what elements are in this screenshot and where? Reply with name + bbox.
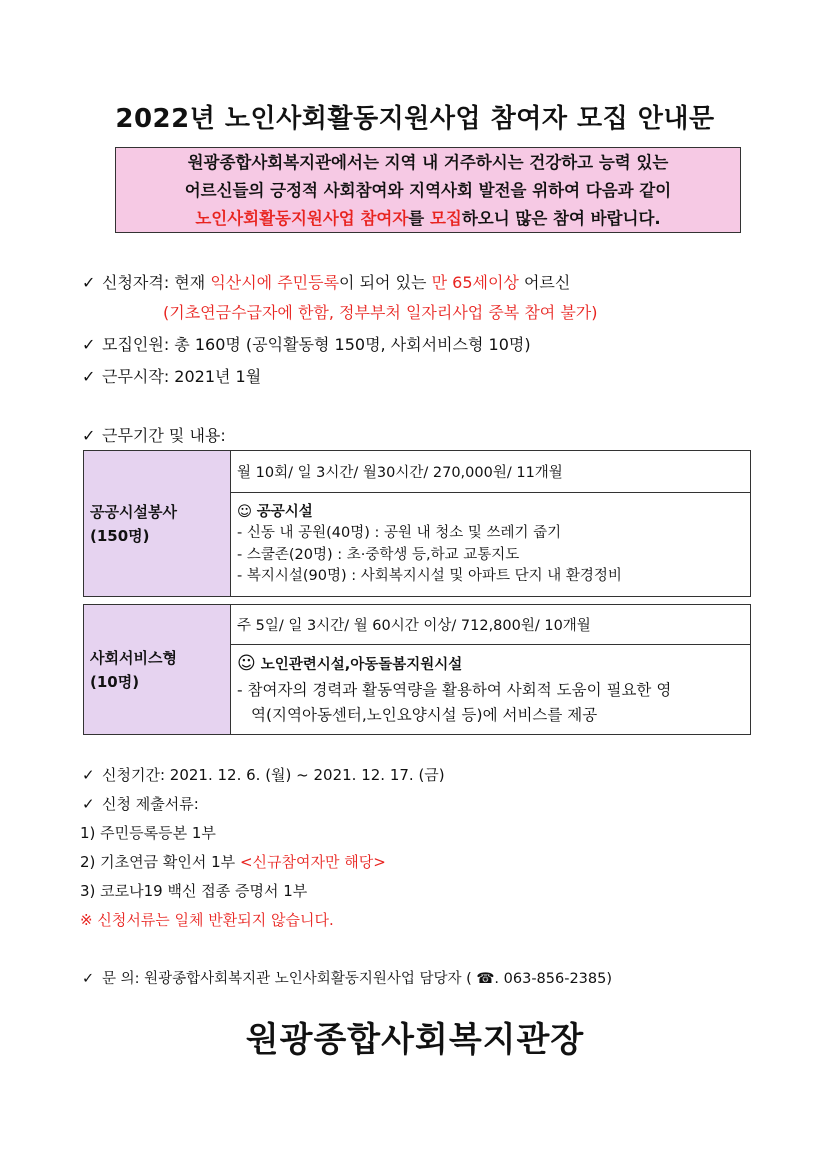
qualification-note: (기초연금수급자에 한함, 정부부처 일자리사업 중복 참여 불가) [163, 303, 598, 322]
qualification-line [82, 270, 570, 293]
check-icon: ✓ [82, 335, 96, 354]
intro-box [115, 147, 741, 233]
recruit-count: 모집인원: 총 160명 (공익활동형 150명, 사회서비스형 10명) [102, 335, 531, 354]
public-category-cell [84, 451, 231, 597]
public-detail-cell [231, 493, 751, 597]
recruit-count-line [82, 332, 531, 355]
docs-heading: 신청 제출서류: [102, 795, 199, 813]
smile-icon: ☺ [237, 653, 256, 674]
social-desc-2: 역(지역아동센터,노인요양시설 등)에 서비스를 제공 [251, 706, 598, 724]
page-title: 2022년 노인사회활동지원사업 참여자 모집 안내문 [115, 104, 715, 134]
intro-highlight-program: 노인사회활동지원사업 참여자 [195, 209, 409, 228]
doc-item-3: 3) 코로나19 백신 접종 증명서 1부 [80, 882, 308, 900]
public-item-3: - 복지시설(90명) : 사회복지시설 및 아파트 단지 내 환경정비 [237, 568, 622, 584]
social-service-table [83, 604, 751, 735]
check-icon: ✓ [82, 971, 95, 987]
qualification-text: 신청자격: 현재 [102, 273, 211, 292]
social-heading: 노인관련시설,아동돌봄지원시설 [260, 657, 463, 673]
apply-period-line [82, 764, 445, 785]
social-category-cell [84, 605, 231, 735]
qualification-text: 이 되어 있는 [339, 273, 432, 292]
public-schedule: 월 10회/ 일 3시간/ 월30시간/ 270,000원/ 11개월 [231, 451, 751, 493]
contact: 문 의: 원광종합사회복지관 노인사회활동지원사업 담당자 ( ☎. 063-856-2385) [102, 971, 613, 987]
work-period-heading: 근무기간 및 내용: [102, 426, 226, 445]
doc-item-2-note: <신규참여자만 해당> [239, 853, 386, 871]
intro-line-1: 원광종합사회복지관에서는 지역 내 거주하시는 건강하고 능력 있는 [187, 153, 669, 172]
apply-period: 신청기간: 2021. 12. 6. (월) ~ 2021. 12. 17. (금) [102, 766, 445, 784]
qualification-residence: 익산시에 주민등록 [210, 273, 340, 292]
doc-item-2-text: 2) 기초연금 확인서 1부 [80, 853, 240, 871]
intro-highlight-recruit: 모집 [429, 209, 462, 228]
social-detail-cell [231, 645, 751, 735]
social-category-name: 사회서비스형 [90, 648, 177, 667]
public-service-table [83, 450, 751, 597]
check-icon: ✓ [82, 766, 95, 784]
qualification-text: 어르신 [518, 273, 571, 292]
public-item-2: - 스쿨존(20명) : 초·중학생 등,하교 교통지도 [237, 546, 520, 563]
docs-heading-line [82, 793, 199, 814]
intro-text: 하오니 많은 참여 바랍니다. [461, 209, 661, 228]
smile-icon: ☺ [237, 503, 253, 520]
social-desc-1: - 참여자의 경력과 활동역량을 활용하여 사회적 도움이 필요한 영 [237, 681, 672, 699]
check-icon: ✓ [82, 273, 96, 292]
public-item-1: - 신동 내 공원(40명) : 공원 내 청소 및 쓰레기 줍기 [237, 525, 562, 541]
doc-item-2 [80, 851, 386, 872]
signature: 원광종합사회복지관장 [245, 1020, 585, 1060]
doc-item-1: 1) 주민등록등본 1부 [80, 824, 216, 842]
work-period-heading-line [82, 423, 226, 446]
check-icon: ✓ [82, 426, 96, 445]
public-heading: 공공시설 [256, 503, 313, 520]
notice: ※ 신청서류는 일체 반환되지 않습니다. [80, 911, 334, 929]
public-category-count: (150명) [90, 526, 150, 545]
work-start-line [82, 364, 261, 387]
social-schedule: 주 5일/ 일 3시간/ 월 60시간 이상/ 712,800원/ 10개월 [231, 605, 751, 645]
intro-text: 를 [408, 209, 430, 228]
contact-line [82, 967, 612, 988]
intro-line-3 [116, 205, 740, 233]
work-start: 근무시작: 2021년 1월 [102, 367, 262, 386]
social-category-count: (10명) [90, 672, 140, 691]
qualification-age: 만 65세이상 [431, 273, 519, 292]
check-icon: ✓ [82, 795, 95, 813]
intro-line-2: 어르신들의 긍정적 사회참여와 지역사회 발전을 위하여 다음과 같이 [184, 181, 672, 200]
check-icon: ✓ [82, 367, 96, 386]
public-category-name: 공공시설봉사 [90, 502, 177, 521]
